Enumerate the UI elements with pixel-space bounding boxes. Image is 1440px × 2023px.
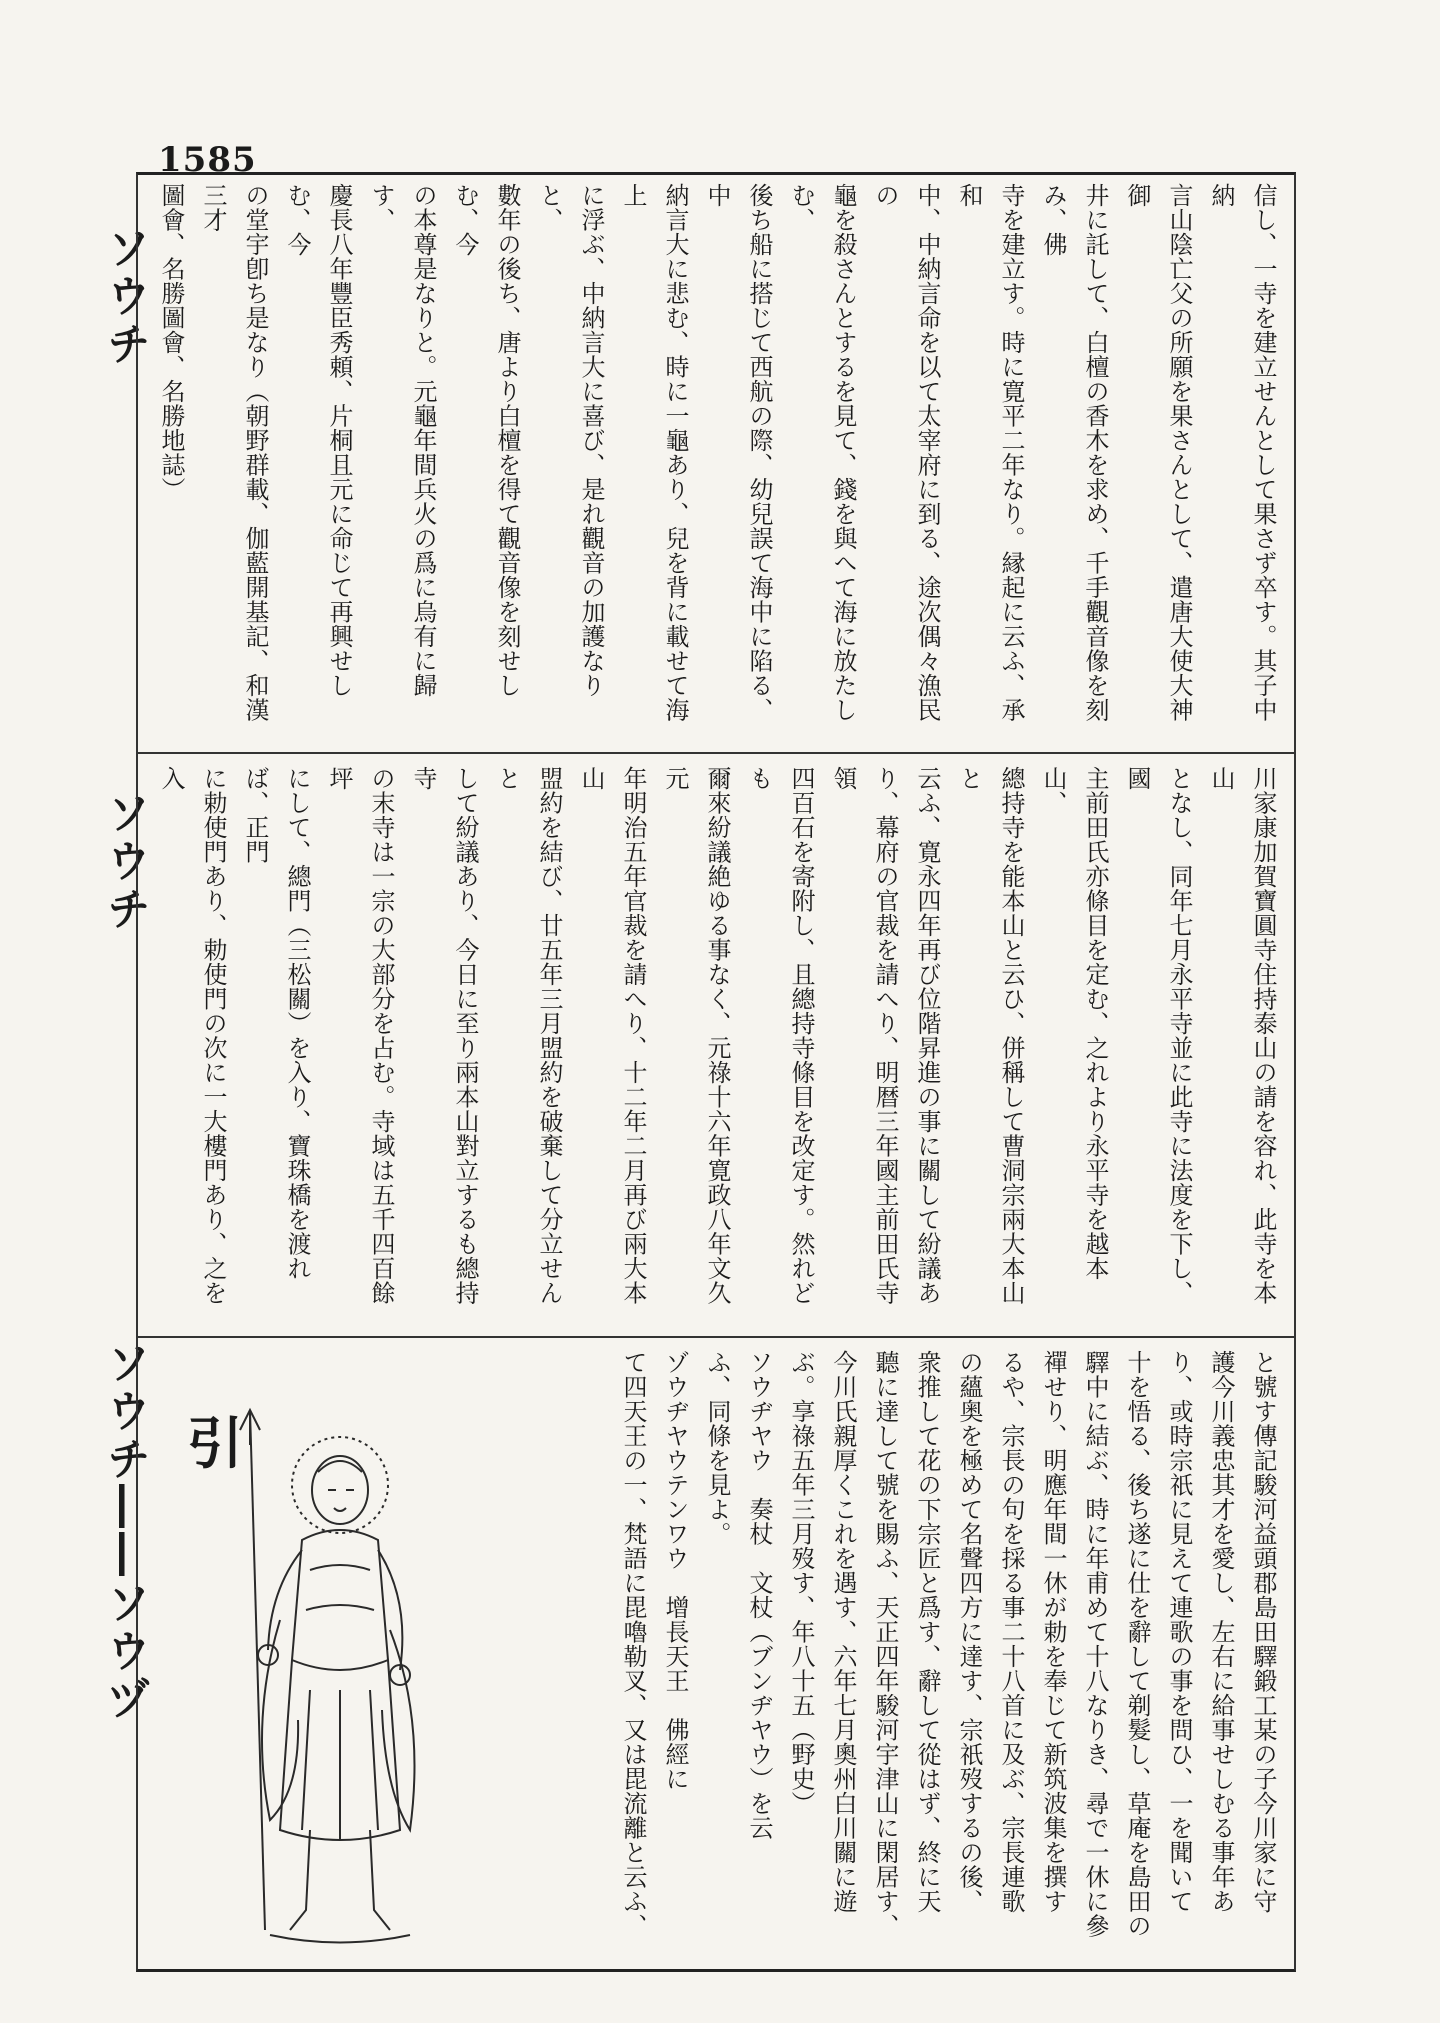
text-band-top (136, 175, 1296, 750)
text-band-middle (136, 758, 1296, 1333)
vertical-text-block: と號す傳記駿河益頭郡島田驛鍛工某の子今川家に守 護今川義忠其才を愛し、左右に給事せしむる事年あ り、或時宗祇に見えて連歌の事を問ひ、一を聞いて 十を悟る、後ち遂に仕を辭して剃髮し、草庵を島田の 驛中に結ぶ、時に年甫めて十八なりき、尋で一休に參 禪せり、明應年間一休が勅を奉じて新筑波集を撰す るや、宗長の句を採る事二十八首に及ぶ、宗長連歌 の蘊奥を極めて名聲四方に達す、宗祇歿するの後、 衆推して花の下宗匠と爲す、辭して從はず、終に天 聽に達して號を賜ふ、天正四年駿河宇津山に閑居す、 今川氏親厚くこれを遇す、六年七月奧州白川關に遊 ぶ。享祿五年三月歿す、年八十五（野史） ソウヂヤウ 奏杖 文杖（ブンヂヤウ）を云 ふ、同條を見よ。 ゾウヂヤウテンワウ 增長天王 佛經に て四天王の一、梵語に毘嚕勒叉、又は毘流離と云ふ、 (619, 1350, 1277, 1938)
margin-heading: ソウチ (99, 225, 150, 369)
vertical-text-block: 信し、一寺を建立せんとして果さず卒す。其子中納 言山陰亡父の所願を果さんとして、遣唐大使大神御 井に託して、白檀の香木を求め、千手觀音像を刻み、佛 寺を建立す。時に寛平二年なり。縁起に云ふ、承和 中、中納言命を以て太宰府に到る、途次偶々漁民の 龜を殺さんとするを見て、錢を與へて海に放たしむ、 後ち船に搭じて西航の際、幼兒誤て海中に陷る、中 納言大に悲む、時に一龜あり、兒を背に載せて海上 に浮ぶ、中納言大に喜び、是れ觀音の加護なりと、 數年の後ち、唐より白檀を得て觀音像を刻せしむ、今 の本尊是なりと。元龜年間兵火の爲に烏有に歸す、 慶長八年豐臣秀頼、片桐且元に命じて再興せしむ、今 の堂宇卽ち是なり（朝野群載、伽藍開基記、和漢三才 圖會、名勝圖會、名勝地誌） (157, 183, 1277, 722)
band-divider (136, 752, 1296, 754)
zochoten-figure (210, 1390, 450, 1950)
figure-caption: 引 (187, 1411, 243, 1477)
deity-illustration (160, 1370, 460, 1950)
page-number: 1585 (158, 140, 257, 180)
vertical-text-block: 川家康加賀寶圓寺住持泰山の請を容れ、此寺を本山 となし、同年七月永平寺並に此寺に法度を下し、國 主前田氏亦條目を定む、之れより永平寺を越本山、 總持寺を能本山と云ひ、併稱して曹洞宗兩大本山と 云ふ、寛永四年再び位階昇進の事に關して紛議あ り、幕府の官裁を請へり、明暦三年國主前田氏寺領 四百石を寄附し、且總持寺條目を改定す。然れども 爾來紛議絶ゆる事なく、元祿十六年寛政八年文久元 年明治五年官裁を請へり、十二年二月再び兩大本山 盟約を結び、廿五年三月盟約を破棄して分立せんと して紛議あり、今日に至り兩本山對立するも總持寺 の末寺は一宗の大部分を占む。寺域は五千四百餘坪 にして、總門（三松關）を入り、寶珠橋を渡れば、正門 に勅使門あり、勅使門の次に一大樓門あり、之を入 (157, 766, 1277, 1305)
band-divider (136, 1336, 1296, 1338)
margin-heading: ソウチ――ソウヅ (99, 1340, 150, 1724)
margin-heading: ソウチ (99, 790, 150, 934)
